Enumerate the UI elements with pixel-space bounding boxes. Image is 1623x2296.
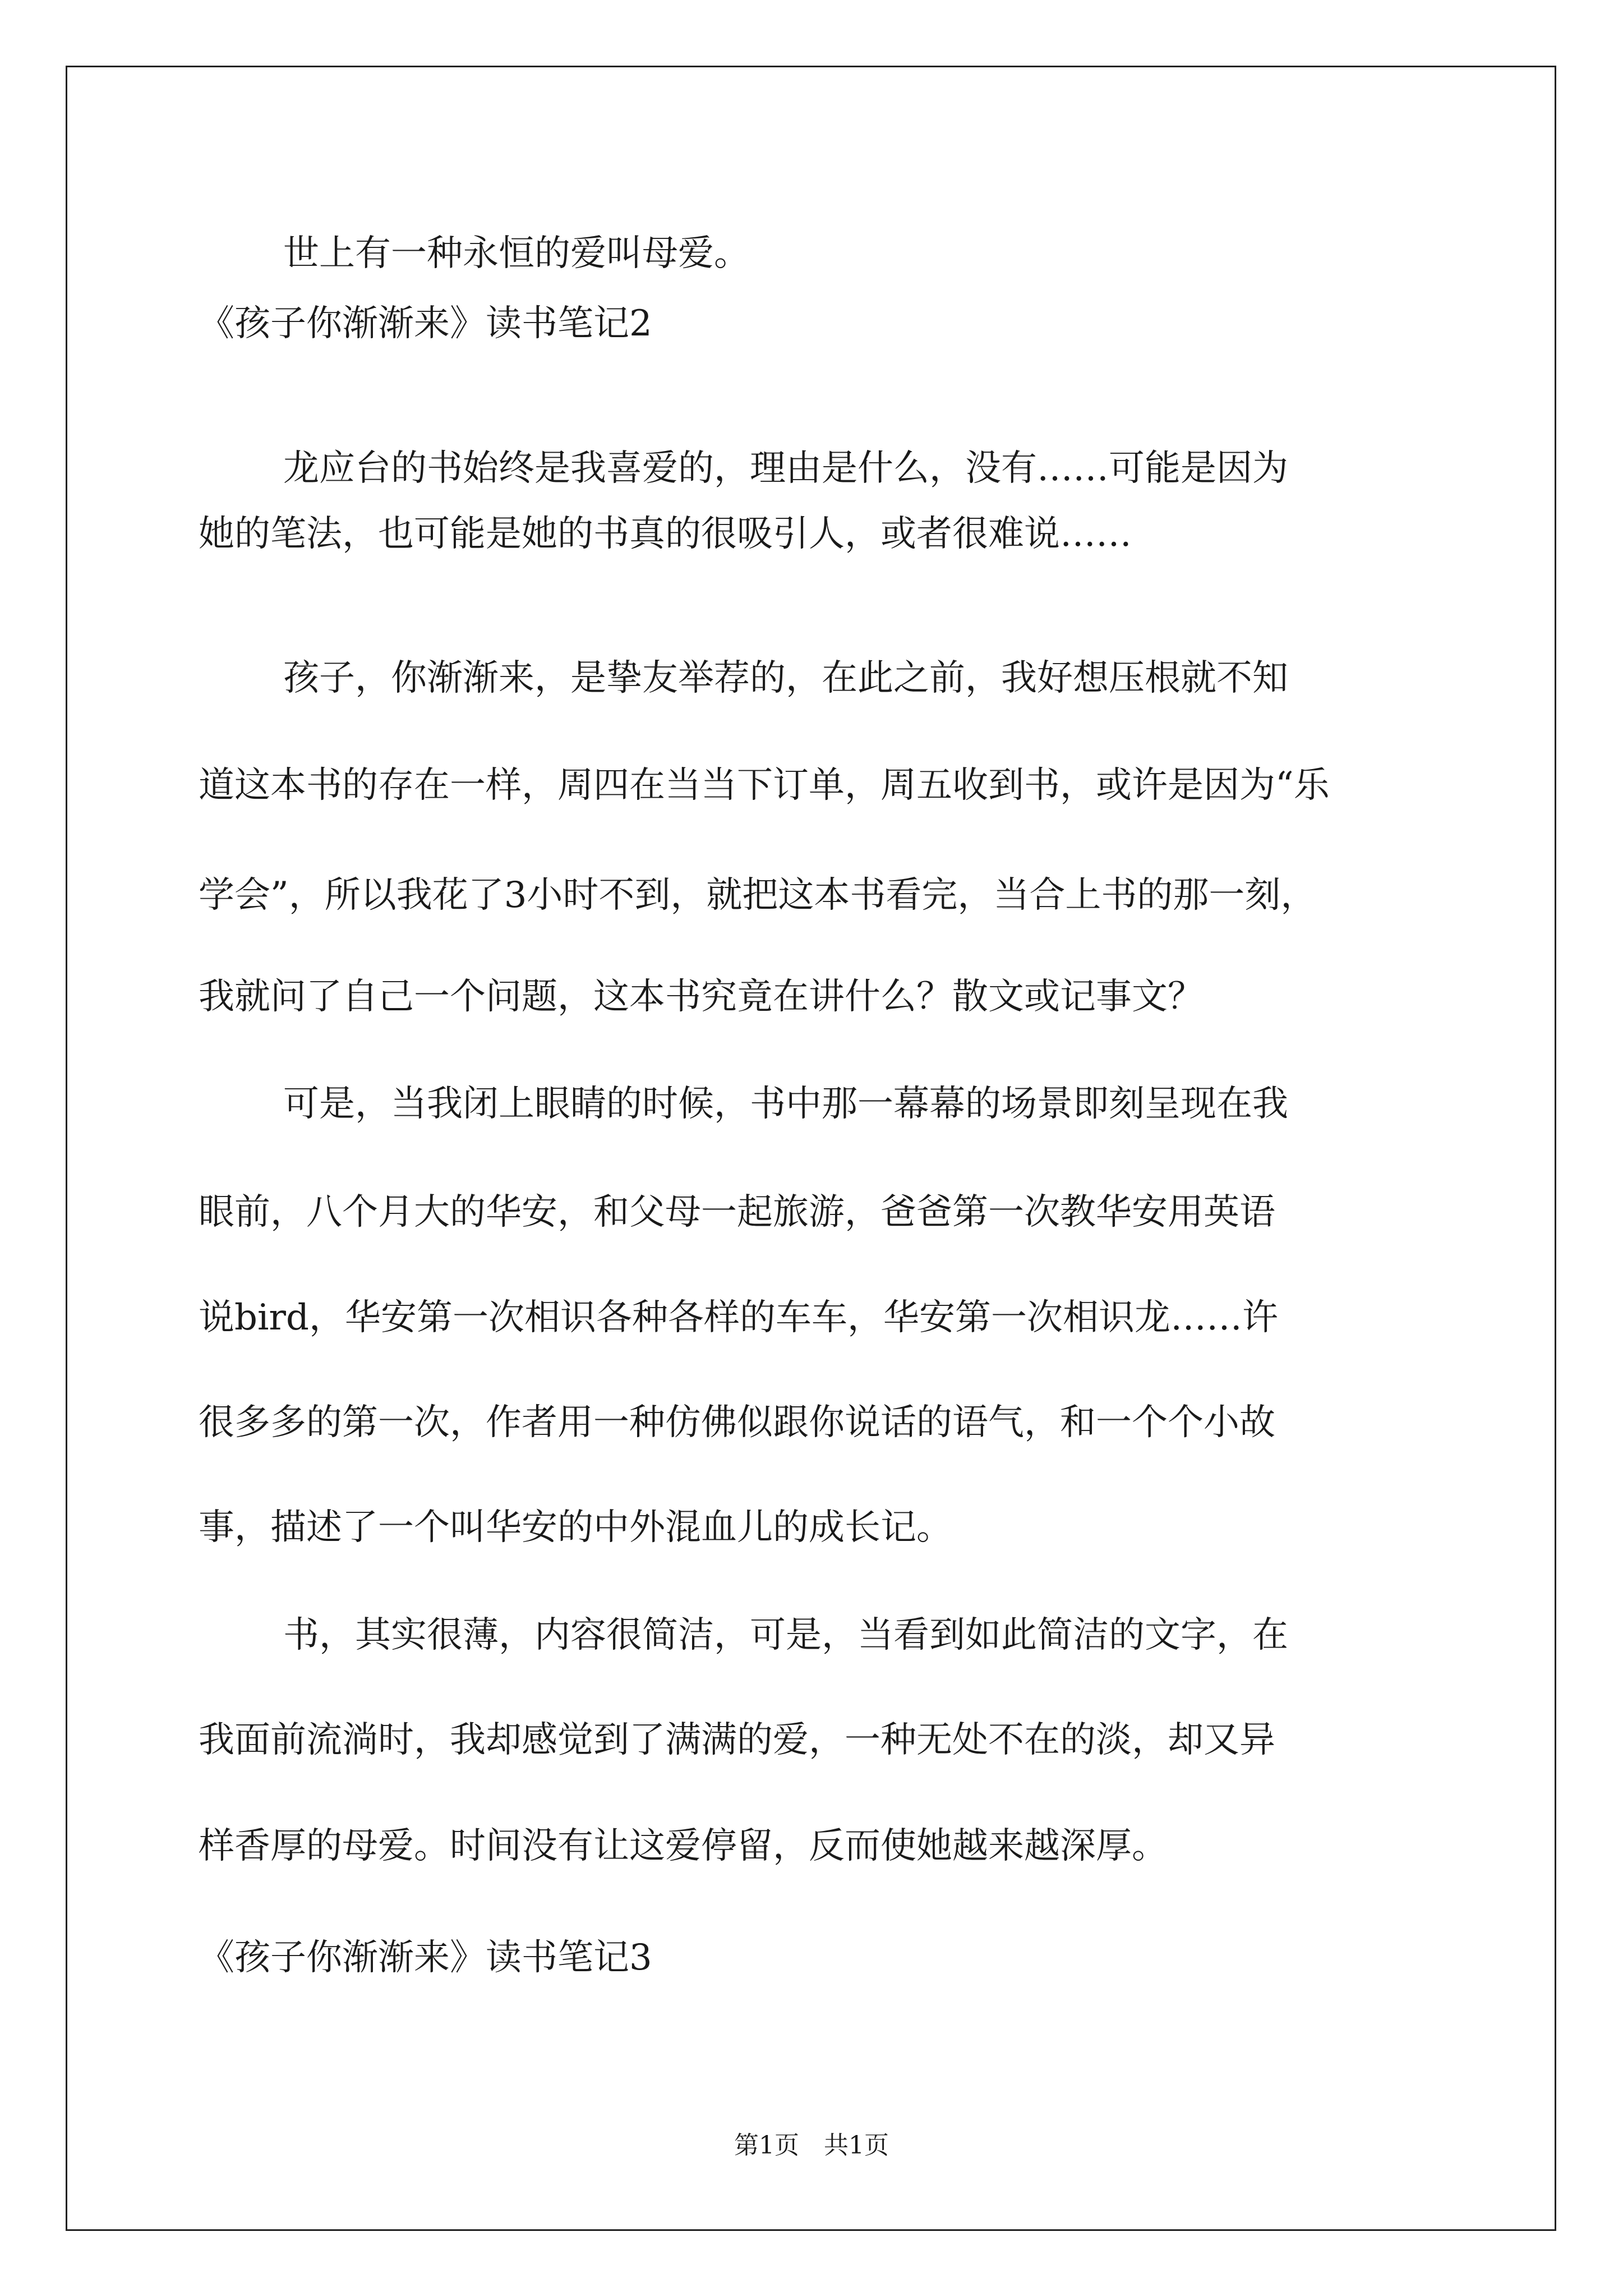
paragraph-line: 龙应台的书始终是我喜爱的，理由是什么，没有……可能是因为 xyxy=(283,448,1288,489)
page-border xyxy=(66,66,1556,2231)
paragraph-line: 可是，当我闭上眼睛的时候，书中那一幕幕的场景即刻呈现在我 xyxy=(283,1083,1288,1125)
paragraph-line: 学会”，所以我花了3小时不到，就把这本书看完，当合上书的那一刻， xyxy=(199,875,1317,916)
paragraph-line: 样香厚的母爱。时间没有让这爱停留，反而使她越来越深厚。 xyxy=(199,1825,1168,1867)
paragraph-line: 孩子，你渐渐来，是挚友举荐的，在此之前，我好想压根就不知 xyxy=(283,657,1288,699)
paragraph-line: 很多多的第一次，作者用一种仿佛似跟你说话的语气，和一个个小故 xyxy=(199,1402,1275,1443)
paragraph-line: 事，描述了一个叫华安的中外混血儿的成长记。 xyxy=(199,1507,952,1548)
section-heading: 《孩子你渐渐来》读书笔记2 xyxy=(199,303,652,344)
paragraph-line: 道这本书的存在一样，周四在当当下订单，周五收到书，或许是因为“乐 xyxy=(199,765,1330,806)
paragraph-line: 我面前流淌时，我却感觉到了满满的爱，一种无处不在的淡，却又异 xyxy=(199,1719,1275,1761)
paragraph-line: 书，其实很薄，内容很简洁，可是，当看到如此简洁的文字，在 xyxy=(283,1614,1288,1656)
page-number: 第1页 共1页 xyxy=(734,2131,889,2160)
paragraph-line: 说bird，华安第一次相识各种各样的车车，华安第一次相识龙……许 xyxy=(199,1297,1278,1338)
section-heading: 《孩子你渐渐来》读书笔记3 xyxy=(199,1937,652,1978)
paragraph-line: 她的笔法，也可能是她的书真的很吸引人，或者很难说…… xyxy=(199,513,1132,555)
paragraph-line: 我就问了自己一个问题，这本书究竟在讲什么？散文或记事文？ xyxy=(199,976,1204,1018)
paragraph-line: 世上有一种永恒的爱叫母爱。 xyxy=(283,233,750,274)
paragraph-line: 眼前，八个月大的华安，和父母一起旅游，爸爸第一次教华安用英语 xyxy=(199,1191,1275,1233)
